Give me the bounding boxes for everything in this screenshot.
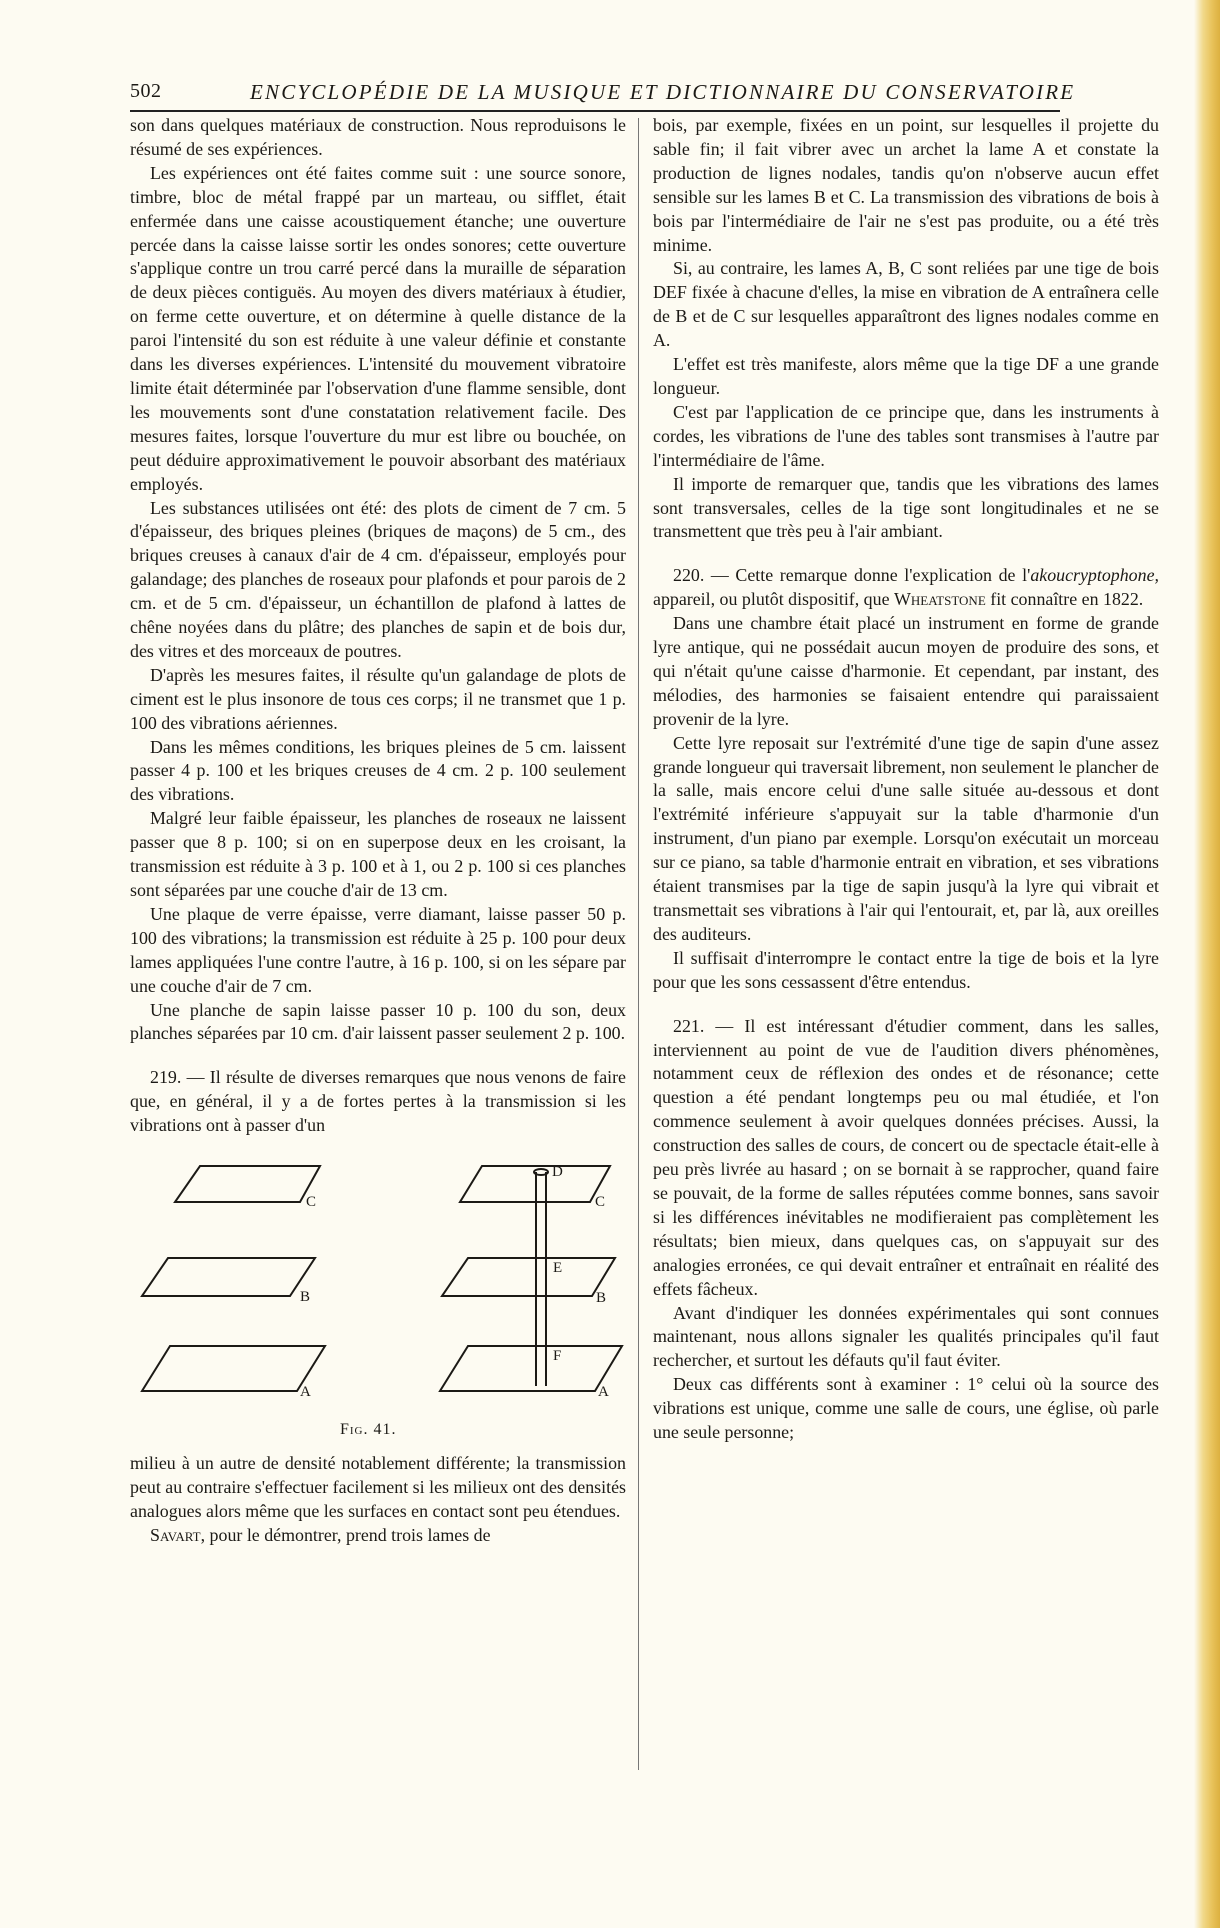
paragraph [130,1524,626,1548]
paragraph-text: 220. — Cette remarque donne l'explication de l' [673,565,1031,586]
paragraph: Les expériences ont été faites comme suit : une source sonore, timbre, bloc de métal frappé par un marteau, ou sifflet, était enfermée dans une caisse acoustiquement étanche; une ouverture percée dans la caisse laisse sortir les ondes sonores; cette ouverture s'applique contre un trou carré percé dans la muraille de séparation de deux pièces contiguës. Au moyen des divers matériaux à étudier, on ferme cette ouverture, et on détermine à quelle distance de la paroi l'intensité du son est réduite à une valeur définie et constante dans les diverses expériences. L'intensité du mouvement vibratoire limite était déterminée par l'observation d'une flamme sensible, dont les mouvements sont d'une constatation relativement facile. Des mesures faites, lorsque l'ouverture du mur est libre ou bouchée, on peut déduire approximativement le pouvoir absorbant des matériaux employés. [130,162,626,494]
label-e: E [553,1260,563,1277]
running-head: ENCYCLOPÉDIE DE LA MUSIQUE ET DICTIONNAIRE DU CONSERVATOIRE [250,80,1076,104]
paragraph: Cette lyre reposait sur l'extrémité d'une tige de sapin d'une assez grande longueur qui traversait librement, non seulement le plancher de la salle, mais encore celui d'une salle située au-dessous et dont l'extrémité inférieure s'appuyait sur la table d'harmonie d'un instrument, d'un piano par exemple. Lorsqu'on exécutait un morceau sur ce piano, sa table d'harmonie entrait en vibration, et ses vibrations étaient transmises par la tige de sapin jusqu'à la lyre qui vibrait et transmettait ses vibrations à l'air qui l'entourait, et, par là, aux oreilles des auditeurs. [653,732,1159,944]
plate-c-left [175,1166,320,1202]
left-column [130,114,626,1548]
plate-a-left [142,1346,325,1391]
section-220-paragraph [653,564,1159,612]
author-name: Savart [150,1524,201,1545]
author-name: Wheatstone [894,589,986,610]
label-d: D [552,1164,563,1181]
page-number: 502 [130,80,162,102]
paragraph: Avant d'indiquer les données expérimentales qui sont connues maintenant, nous allons signaler les qualités principales qu'il faut rechercher, et surtout les défauts qu'il faut éviter. [653,1302,1159,1371]
paragraph: C'est par l'application de ce principe que, dans les instruments à cordes, les vibrations de l'une des tables sont transmises à l'autre par l'intermédiaire de l'âme. [653,401,1159,470]
label-a-right: A [598,1384,609,1401]
paragraph: milieu à un autre de densité notablement différente; la transmission peut au contraire s'effectuer facilement si les milieux ont des densités analogues alors même que les surfaces en contact sont peu étendues. [130,1453,626,1521]
plate-a-right [440,1346,622,1391]
paragraph-text: fit connaître en 1822. [985,589,1144,610]
paragraph-text: appareil, ou plutôt dispositif, que [653,589,894,610]
paragraph-text: , pour le démontrer, prend trois lames de [200,1524,491,1545]
section-221-paragraph: 221. — Il est intéressant d'étudier comment, dans les salles, interviennent au point de vue de l'audition divers phénomènes, notamment ceux de réflexion des ondes et de résonance; cette question a été pendant longtemps peu ou mal étudiée, et l'on commence seulement à avoir quelques données précises. Aussi, la construction des salles de cours, de concert ou de spectacle était-elle à peu près livrée au hasard ; on se bornait à se rapprocher, quand faire se pouvait, de la forme de salles réputées comme bonnes, sans savoir si les différences inévitables ne modifieraient pas complètement les résultats; bien mieux, dans quelques cas, on s'appuyait sur des analogies erronées, ce qui devait entraîner et entraînait en réalité des effets fâcheux. [653,1015,1159,1299]
plate-b-left [142,1258,315,1296]
right-column [653,114,1159,1445]
paragraph: Une plaque de verre épaisse, verre diamant, laisse passer 50 p. 100 des vibrations; la transmission est réduite à 25 p. 100 pour deux lames appliquées l'une contre l'autre, à 16 p. 100, si on les sépare par une couche d'air de 7 cm. [130,903,626,996]
paragraph: Dans les mêmes conditions, les briques pleines de 5 cm. laissent passer 4 p. 100 et les briques creuses de 4 cm. 2 p. 100 seulement des vibrations. [130,736,626,805]
column-divider [638,118,639,1770]
figure-41 [130,1146,626,1446]
paragraph: son dans quelques matériaux de construction. Nous reproduisons le résumé de ses expériences. [130,115,626,159]
paragraph: bois, par exemple, fixées en un point, sur lesquelles il projette du sable fin; il fait vibrer avec un archet la lame A et constate la production de lignes nodales, tandis qu'on n'observe aucun effet sensible sur les lames B et C. La transmission des vibrations de bois à bois par l'intermédiaire de l'air ne s'est pas produite, ou a été très minime. [653,115,1159,255]
paragraph: Dans une chambre était placé un instrument en forme de grande lyre antique, qui ne possédait aucun moyen de produire des sons, et qui n'était qu'une caisse d'harmonie. Et cependant, par instant, des mélodies, des harmonies se faisaient entendre qui paraissaient provenir de la lyre. [653,613,1159,729]
paragraph: Deux cas différents sont à examiner : 1° celui où la source des vibrations est unique, comme une salle de cours, une église, où parle une seule personne; [653,1374,1159,1443]
paragraph: Une planche de sapin laisse passer 10 p. 100 du son, deux planches séparées par 10 cm. d'air laissent passer seulement 2 p. 100. [130,999,626,1044]
figure-caption: Fig. 41. [340,1421,397,1439]
label-b-right: B [596,1290,607,1307]
label-a-left: A [300,1384,311,1401]
figure-41-diagram [130,1146,626,1416]
label-f: F [553,1348,562,1365]
paragraph: Malgré leur faible épaisseur, les planches de roseaux ne laissent passer que 8 p. 100; si on en superpose deux en les croisant, la transmission est réduite à 3 p. 100 et à 1, ou 2 p. 100 si ces planches sont séparées par une couche d'air de 13 cm. [130,808,626,900]
page-binding-edge [1194,0,1220,1928]
paragraph: D'après les mesures faites, il résulte qu'un galandage de plots de ciment est le plus insonore de tous ces corps; il ne transmet que 1 p. 100 des vibrations aériennes. [130,664,626,733]
section-219-paragraph: 219. — Il résulte de diverses remarques que nous venons de faire que, en général, il y a de fortes pertes à la transmission si les vibrations ont à passer d'un [130,1067,626,1136]
plate-b-right [442,1258,615,1296]
label-c-right: C [595,1194,606,1211]
paragraph: Les substances utilisées ont été: des plots de ciment de 7 cm. 5 d'épaisseur, des briques pleines (briques de maçons) de 5 cm., des briques creuses à canaux d'air de 4 cm. d'épaisseur, employés pour galandage; des planches de roseaux pour plafonds et pour parois de 2 cm. et de 5 cm. d'épaisseur, un échantillon de plafond à lattes de chêne noyées dans du plâtre; des planches de sapin et de bois dur, des vitres et des morceaux de poutres. [130,497,626,661]
page-header [130,80,1076,112]
label-b-left: B [300,1289,311,1306]
paragraph: L'effet est très manifeste, alors même que la tige DF a une grande longueur. [653,354,1159,398]
paragraph: Il suffisait d'interrompre le contact entre la tige de bois et la lyre pour que les sons cessassent d'être entendus. [653,947,1159,992]
label-c-left: C [306,1194,317,1211]
device-name: akoucryptophone, [1030,565,1159,586]
paragraph: Il importe de remarquer que, tandis que les vibrations des lames sont transversales, celles de la tige sont longitudinales et ne se transmettent que très peu à l'air ambiant. [653,473,1159,542]
paragraph: Si, au contraire, les lames A, B, C sont reliées par une tige de bois DEF fixée à chacune d'elles, la mise en vibration de A entraînera celle de B et de C sur lesquelles apparaîtront des lignes nodales comme en A. [653,258,1159,351]
